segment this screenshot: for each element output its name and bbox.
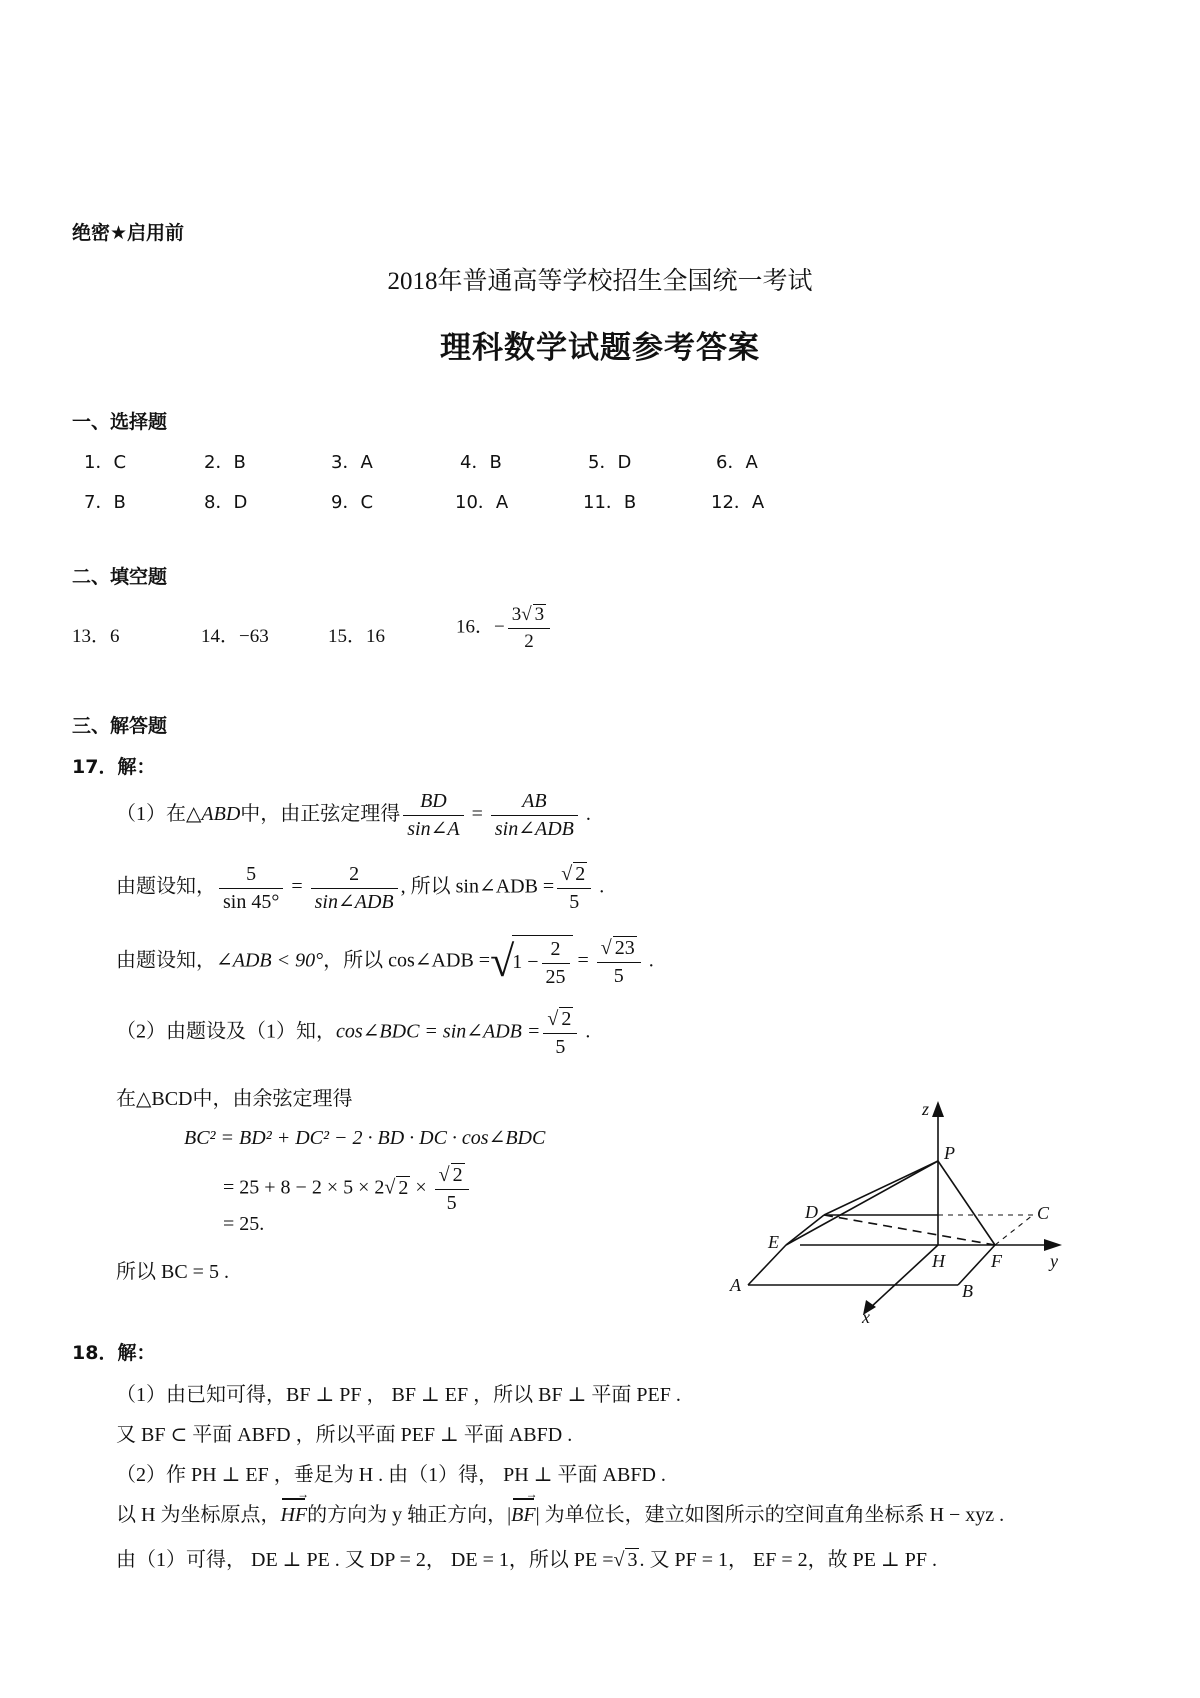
sqrt-icon: √ xyxy=(547,1008,559,1030)
q17-line-3: 由题设知，∠ADB < 90°，所以 cos∠ADB =√1 − $\frac{2}{25}$ = $\frac{√ 23}{5}$ . xyxy=(116,937,654,988)
sqrt-icon: √ xyxy=(438,1164,450,1186)
figure-label: P xyxy=(944,1143,955,1163)
radicand: 2 xyxy=(575,863,586,885)
edge-AE xyxy=(748,1245,786,1285)
sqrt-icon: √ xyxy=(384,1176,396,1199)
exam-title: 2018年普通高等学校招生全国统一考试 xyxy=(387,268,813,295)
section-heading-choice: 一、选择题 xyxy=(72,411,168,433)
denominator: 5 xyxy=(569,891,580,913)
fraction xyxy=(435,1163,469,1215)
edge-DF-dashed xyxy=(824,1215,995,1245)
fraction xyxy=(557,862,591,914)
text: | 为单位长，建立如图所示的空间直角坐标系 H − xyz . xyxy=(535,1504,1005,1526)
text: , 所以 sin∠ADB = xyxy=(400,875,555,898)
figure-label: F xyxy=(991,1251,1002,1271)
denominator: sin∠ADB xyxy=(314,890,394,913)
choice-answer: 3．A xyxy=(331,452,373,473)
text: × xyxy=(415,1176,427,1199)
denominator: 25 xyxy=(545,966,566,988)
choice-answer: 2．B xyxy=(204,452,246,473)
fill-answer-13: 13．6 xyxy=(72,626,120,647)
choice-answer: 11．B xyxy=(583,492,637,513)
fraction xyxy=(219,863,283,914)
q17-line-1: （1）在△ABD中，由正弦定理得 $\frac{BD}{\sin\angle A}$ = $\frac{AB}{\text{sin∠ADB}}$ . xyxy=(116,790,591,840)
choice-answer: 9．C xyxy=(331,492,374,513)
edge-DP xyxy=(824,1161,938,1215)
radicand: 3 xyxy=(534,604,545,625)
fraction xyxy=(542,938,570,989)
text: = 25 + 8 − 2 × 5 × 2 xyxy=(223,1176,385,1199)
q17-line-4: （2）由题设及（1）知，cos∠BDC = sin∠ADB = $\frac{√ 2}{5}$ . xyxy=(116,1008,591,1058)
fraction xyxy=(311,863,398,914)
denominator: sin∠A xyxy=(407,818,460,840)
sqrt-icon: √ xyxy=(521,604,532,625)
equation-line-1: BC² = BD² + DC² − 2 · BD · DC · cos∠BDC xyxy=(184,1127,546,1149)
sqrt-icon: √ xyxy=(600,937,612,959)
numerator: AB xyxy=(491,790,578,816)
section-heading-fill: 二、填空题 xyxy=(72,566,168,588)
square-root xyxy=(490,935,572,989)
figure-label: z xyxy=(922,1099,930,1119)
text: 由题设知， xyxy=(116,949,216,972)
fraction xyxy=(597,936,641,988)
radicand: 23 xyxy=(614,937,635,959)
denominator: sin 45° xyxy=(223,890,280,913)
fill-answer-label: 16． xyxy=(456,616,495,638)
y-axis-arrow-icon xyxy=(1044,1239,1062,1251)
q18-line-4 xyxy=(116,1498,1004,1527)
fraction xyxy=(491,790,578,841)
edge-FP xyxy=(938,1161,995,1245)
denominator: 5 xyxy=(446,1192,457,1214)
figure-label: H xyxy=(932,1251,945,1271)
edge-BF xyxy=(958,1245,995,1285)
choice-answer: 4．B xyxy=(460,452,502,473)
choice-answer: 8．D xyxy=(204,492,248,513)
document-subtitle: 理科数学试题参考答案 xyxy=(440,330,760,366)
vector-HF: HF → xyxy=(280,1504,307,1527)
numerator-coef: 3 xyxy=(511,604,522,625)
figure-label: y xyxy=(1050,1251,1058,1271)
text: 由（1）可得， DE ⊥ PE . 又 DP = 2， DE = 1，所以 PE = xyxy=(116,1549,614,1571)
denominator: sin∠ADB xyxy=(494,818,574,840)
equation-line-2 xyxy=(223,1163,472,1215)
figure-label: D xyxy=(805,1202,818,1222)
text: 中，由正弦定理得 xyxy=(240,803,401,826)
radicand: 2 xyxy=(561,1008,572,1030)
sqrt-icon: √ xyxy=(613,1549,625,1571)
edge-FC-dashed xyxy=(995,1215,1033,1245)
text: 由题设知， xyxy=(116,875,216,898)
equation-line-3: = 25. xyxy=(223,1213,265,1235)
choice-answer: 7．B xyxy=(84,492,126,513)
fill-answer-16 xyxy=(456,604,553,653)
text: （1）在 xyxy=(116,803,186,826)
q17-conclusion: 所以 BC = 5 . xyxy=(116,1261,229,1283)
denominator: 2 xyxy=(524,630,534,652)
sqrt-icon: √ xyxy=(490,937,515,986)
q18-line-5 xyxy=(116,1543,937,1572)
q18-line-2: 又 BF ⊂ 平面 ABFD ，所以平面 PEF ⊥ 平面 ABFD . xyxy=(116,1424,573,1446)
sqrt-icon: √ xyxy=(561,863,573,885)
vector-BF: BF → xyxy=(511,1504,535,1527)
q18-line-3: （2）作 PH ⊥ EF ，垂足为 H . 由（1）得， PH ⊥ 平面 ABFD . xyxy=(116,1464,666,1486)
condition: ∠ADB < 90° xyxy=(216,949,324,972)
fraction xyxy=(508,604,550,653)
text: 1 − xyxy=(512,951,539,974)
question-17-label: 17．解： xyxy=(72,756,156,778)
fraction xyxy=(403,790,463,841)
fill-answer-14: 14．−63 xyxy=(201,626,269,647)
text: 的方向为 y 轴正方向，| xyxy=(307,1504,512,1526)
choice-answer: 12．A xyxy=(711,492,765,513)
numerator: 5 xyxy=(219,863,283,889)
choice-answer: 10．A xyxy=(455,492,509,513)
denominator: 5 xyxy=(555,1036,566,1058)
question-18-label: 18．解： xyxy=(72,1342,156,1364)
fraction xyxy=(543,1007,577,1059)
x-axis xyxy=(870,1245,938,1308)
figure-label: A xyxy=(730,1275,741,1295)
choice-answer: 5．D xyxy=(588,452,632,473)
geometry-figure xyxy=(700,1095,1100,1325)
numerator: 2 xyxy=(542,938,570,964)
expression: cos∠BDC = sin∠ADB = xyxy=(336,1020,541,1043)
text: ，所以 cos∠ADB = xyxy=(323,949,491,972)
figure-label: B xyxy=(962,1281,973,1301)
z-axis-arrow-icon xyxy=(932,1101,944,1117)
numerator: BD xyxy=(403,790,463,816)
radicand: 2 xyxy=(398,1176,409,1199)
figure-label: E xyxy=(768,1232,779,1252)
figure-label: C xyxy=(1037,1203,1050,1223)
text: 以 H 为坐标原点， xyxy=(116,1504,281,1526)
fill-answer-15: 15．16 xyxy=(328,626,386,647)
radicand: 2 xyxy=(452,1164,463,1186)
choice-answer: 1．C xyxy=(84,452,127,473)
section-heading-solve: 三、解答题 xyxy=(72,715,168,737)
text: . 又 PF = 1， EF = 2，故 PE ⊥ PF . xyxy=(639,1549,938,1571)
radicand: 3 xyxy=(627,1549,638,1571)
triangle-symbol: △ABD xyxy=(186,803,241,826)
q17-line-5: 在△BCD中，由余弦定理得 xyxy=(116,1088,353,1110)
text: （2）由题设及（1）知， xyxy=(116,1020,336,1043)
denominator: 5 xyxy=(613,965,624,987)
figure-label: x xyxy=(862,1307,870,1325)
q18-line-1: （1）由已知可得，BF ⊥ PF ， BF ⊥ EF ，所以 BF ⊥ 平面 PEF . xyxy=(116,1384,681,1406)
minus-sign: − xyxy=(494,616,505,638)
choice-answer: 6．A xyxy=(716,452,758,473)
secret-label: 绝密★启用前 xyxy=(72,222,185,244)
numerator: 2 xyxy=(311,863,398,889)
q17-line-2: 由题设知， $\frac{5}{\sin 45^\circ}$ = $\frac{2}{\text{sin∠ADB}}$ , 所以 sin∠ADB = $\frac{√ 2}{5}$ . xyxy=(116,862,605,913)
